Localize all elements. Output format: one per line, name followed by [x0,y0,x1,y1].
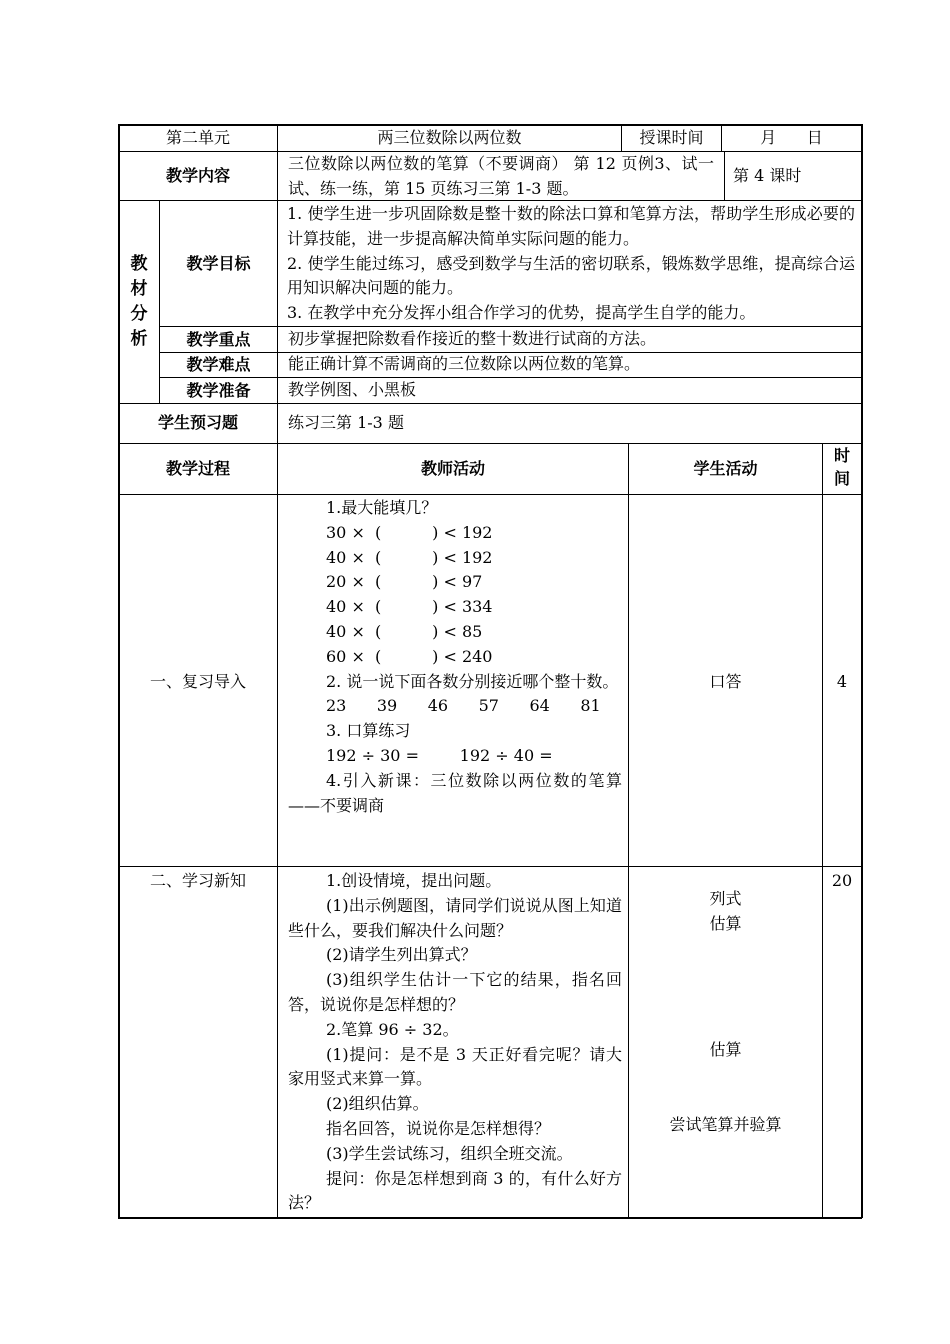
analysis-label [119,252,159,352]
section2-student-4: 尝试笔算并验算 [669,1115,782,1134]
prep-label: 教学准备 [186,381,251,400]
step-text: 提问：你是怎样想到商 3 的，有什么好方法？ [288,1168,622,1213]
fill-blank-item: 30 × ( ) < 192 [326,522,493,542]
analysis-char: 材 [130,279,148,299]
student-header: 学生活动 [693,459,758,478]
class-date: 月 日 [760,128,823,147]
process-header: 教学过程 [165,459,230,478]
objectives-label: 教学目标 [186,254,251,273]
section2-student-2: 估算 [709,914,742,933]
section2-teacher [288,869,622,1216]
unit-label: 第二单元 [165,128,230,147]
step-text: (3)组织学生估计一下它的结果，指名回答，说说你是怎样想的？ [288,970,622,1014]
objective-item: 3. 在教学中充分发挥小组合作学习的优势，提高学生自学的能力。 [287,303,756,323]
step-text: (2)请学生列出算式？ [326,945,477,965]
objective-item: 2. 使学生能过练习，感受到数学与生活的密切联系，锻炼数学思维，提高综合运用知识解决问题的能力。 [287,253,855,298]
review-question-4: 4.引入新课：三位数除以两位数的笔算——不要调商 [288,770,622,815]
section2-student-3: 估算 [709,1040,742,1059]
objectives-list [287,202,855,326]
number-list: 23 39 46 57 64 81 [326,696,601,716]
fill-blank-item: 40 × ( ) < 85 [326,621,483,641]
review-question-2: 2. 说一说下面各数分别接近哪个整十数。 [326,671,619,691]
section2-student-1: 列式 [709,889,742,908]
class-time-label: 授课时间 [639,128,704,147]
preview-label: 学生预习题 [157,413,238,432]
section1-student: 口答 [709,672,742,691]
analysis-char: 析 [130,329,148,349]
analysis-char: 教 [130,254,148,274]
key-text: 初步掌握把除数看作接近的整十数进行试商的方法。 [288,329,657,348]
analysis-char: 分 [130,304,148,324]
period-label: 第 4 课时 [733,166,802,185]
teacher-header: 教师活动 [420,459,485,478]
difficult-label: 教学难点 [186,355,251,374]
step-text: (3)学生尝试练习，组织全班交流。 [326,1143,573,1163]
objective-item: 1. 使学生进一步巩固除数是整十数的除法口算和笔算方法，帮助学生形成必要的计算技能，进一步提高解决简单实际问题的能力。 [287,204,855,248]
time-header-1: 时 [833,446,850,465]
prep-text: 教学例图、小黑板 [288,380,417,399]
section1-teacher [288,496,622,818]
mental-calc: 192 ÷ 30 = 192 ÷ 40 = [326,745,553,765]
review-question-1: 1.最大能填几？ [326,498,438,517]
step-text: (1)提问：是不是 3 天正好看完呢？请大家用竖式来算一算。 [288,1044,622,1089]
content-label: 教学内容 [165,166,230,185]
section1-time: 4 [836,672,848,691]
section2-title: 二、学习新知 [149,871,246,890]
section2-time: 20 [831,871,853,890]
fill-blank-item: 40 × ( ) < 192 [326,547,493,567]
fill-blank-item: 20 × ( ) < 97 [326,572,483,592]
step-text: 指名回答，说说你是怎样想得？ [326,1118,551,1138]
review-question-3: 3. 口算练习 [326,721,411,741]
step-text: (1)出示例题图，请同学们说说从图上知道些什么，要我们解决什么问题？ [288,895,622,940]
step-text: 2.笔算 96 ÷ 32。 [326,1019,459,1039]
step-text: 1.创设情境，提出问题。 [326,871,502,890]
step-text: (2)组织估算。 [326,1094,429,1114]
section1-title: 一、复习导入 [149,672,246,691]
difficult-text: 能正确计算不需调商的三位数除以两位数的笔算。 [288,354,641,373]
preview-text: 练习三第 1-3 题 [288,413,404,432]
fill-blank-item: 40 × ( ) < 334 [326,597,493,617]
topic-title: 两三位数除以两位数 [377,128,522,147]
content-text: 三位数除以两位数的笔算（不要调商） 第 12 页例3、试一试、练一练，第 15 页练习三第 1-3 题。 [288,154,714,198]
key-label: 教学重点 [186,330,251,349]
time-header-2: 间 [833,469,850,488]
fill-blank-item: 60 × ( ) < 240 [326,646,493,666]
